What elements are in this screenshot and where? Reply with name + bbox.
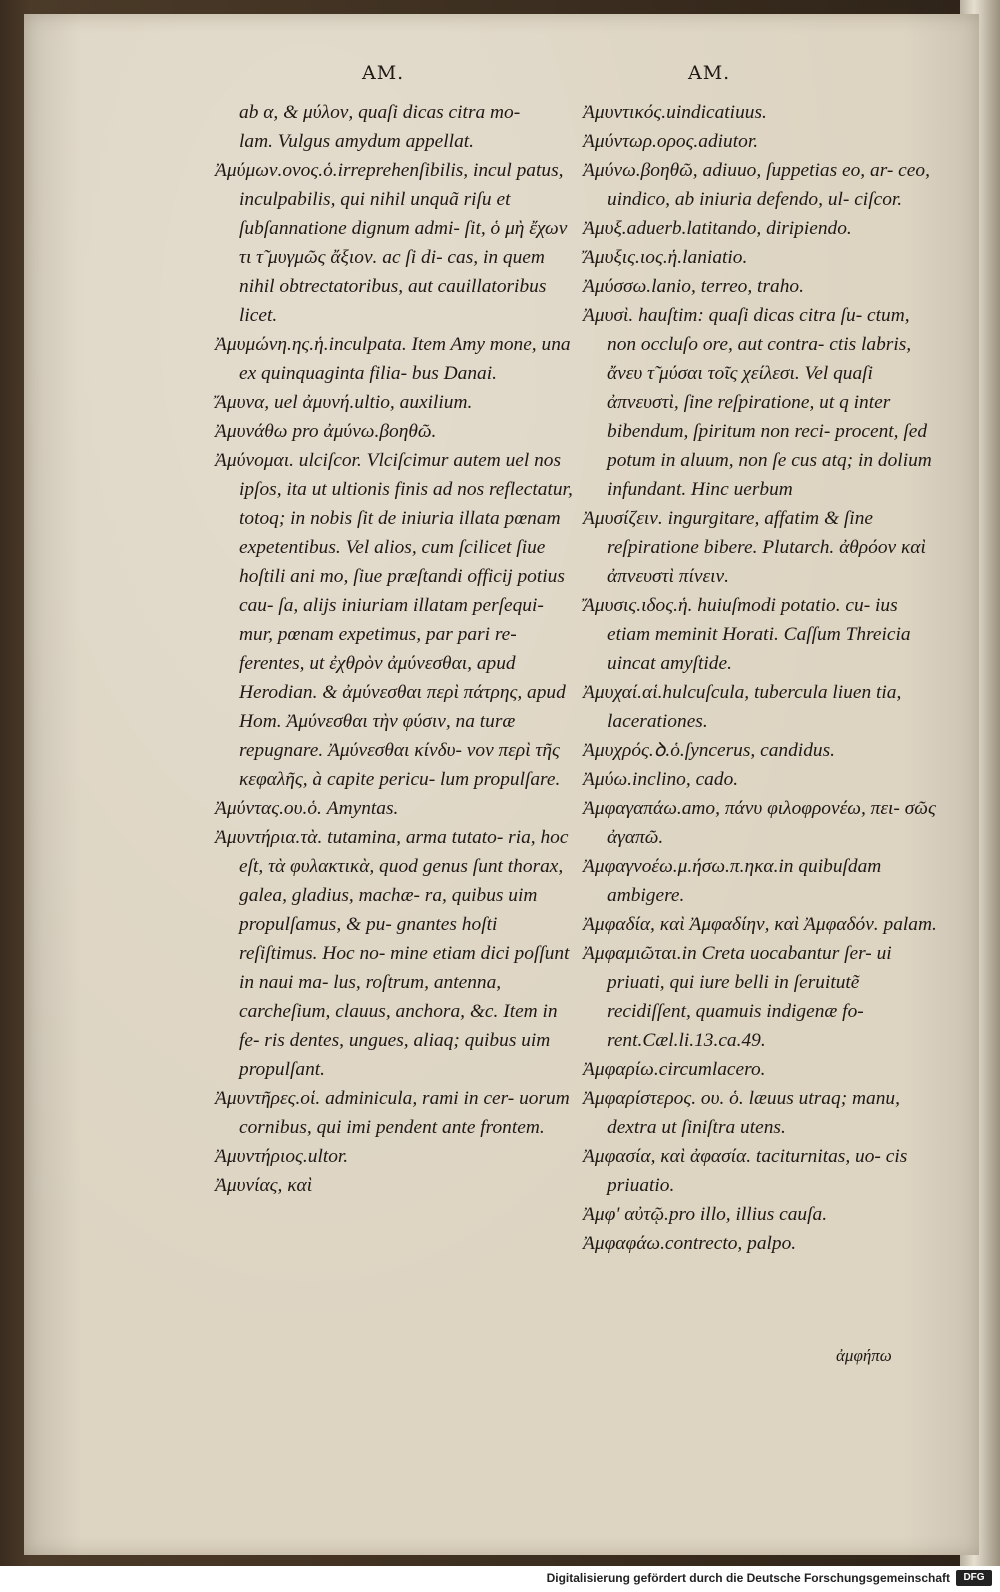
dictionary-entry: Ἀμύνω.βοηθῶ, adiuuo, ſuppetias eo, ar- ceo, uindico, ab iniuria defendo, ul- ciſcor. — [583, 160, 930, 210]
dictionary-entry: Ἀμυξ.aduerb.latitando, diripiendo. — [583, 218, 852, 239]
footer-credit: Digitalisierung gefördert durch die Deutsche Forschungsgemeinschaft — [546, 1571, 950, 1585]
dictionary-entry: Ἀμφαρίστερος. ου. ὁ. læuus utraq; manu, dextra ut ſiniſtra utens. — [583, 1088, 900, 1138]
dictionary-entry: Ἀμφαμιῶται.in Creta uocabantur ſer- ui priuati, qui iure belli in ſeruitutẽ recidiſſent, quamuis indigenæ fo- rent.Cæl.li.13.ca.49. — [583, 943, 892, 1051]
dictionary-entry: Ἀμυχρός.ꝺ.ὁ.ſyncerus, candidus. — [583, 740, 835, 761]
dictionary-entry: Ἀμυντικός.uindicatiuus. — [583, 102, 767, 123]
dictionary-entry: Ἀμφαδία, καὶ Ἀμφαδίην, καὶ Ἀμφαδόν. palam. — [583, 914, 937, 935]
dictionary-entry: Ἀμφ' αὐτῷ.pro illo, illius cauſa. — [583, 1204, 828, 1225]
dictionary-entry: Ἀμυσὶ. hauſtim: quaſi dicas citra ſu- ctum, non occluſo ore, aut contra- ctis labris, ἄνευ τ̃ μύσαι τοῖς χείλεσι. Vel quaſi ἀπνευστὶ, ſine reſpiratione, ut q inter bibendum, ſpiritum non reci- procent, ſed potum in aluum, non ſe cus atq; in dolium infundant. Hinc uerbum — [583, 305, 932, 500]
running-head-right: AM. — [688, 62, 731, 84]
dictionary-entry: Ἀμύσσω.lanio, terreo, traho. — [583, 276, 804, 297]
left-column — [215, 98, 575, 1200]
dictionary-entry: Ἀμύνομαι. ulciſcor. Vlciſcimur autem uel nos ipſos, ita ut ultionis finis ad nos reflectatur, totoq; in nobis ſit de iniuria illata pœnam expetentibus. Vel alios, cum ſcilicet ſiue hoſtili ani mo, ſiue præſtandi officij potius cau- ſa, alijs iniuriam illatam perſequi- mur, pœnam expetimus, par pari re- ferentes, ut ἐχθρὸν ἀμύνεσθαι, apud Herodian. & ἀμύνεσθαι περὶ πάτρης, apud Hom. Ἀμύνεσθαι τὴν φύσιν, na turæ repugnare. Ἀμύνεσθαι κίνδυ- νον περὶ τῆς κεφαλῆς, à capite pericu- lum propulſare. — [215, 450, 573, 790]
dictionary-entry: Ἀμυντήριος.ultor. — [215, 1146, 349, 1167]
dictionary-entry: lam. Vulgus amydum appellat. — [239, 131, 474, 152]
dictionary-entry: Ἄμυνα, uel ἀμυνή.ultio, auxilium. — [215, 392, 473, 413]
footer-bar — [0, 1566, 1000, 1592]
dictionary-entry: Ἀμύω.inclino, cado. — [583, 769, 739, 790]
dictionary-entry: Ἀμύντωρ.ορος.adiutor. — [583, 131, 759, 152]
right-column — [583, 98, 938, 1258]
dictionary-entry: Ἀμύντας.ου.ὁ. Amyntas. — [215, 798, 399, 819]
dictionary-entry: Ἀμφασία, καὶ ἀφασία. taciturnitas, uo- cis priuatio. — [583, 1146, 908, 1196]
dictionary-entry: ab α, & μύλον, quaſi dicas citra mo- — [239, 102, 521, 123]
dfg-logo: DFG — [956, 1570, 992, 1586]
dictionary-entry: Ἀμυντῆρες.οἱ. adminicula, rami in cer- uorum cornibus, qui imi pendent ante frontem. — [215, 1088, 570, 1138]
running-head-left: AM. — [362, 62, 405, 84]
dictionary-entry: Ἄμυσις.ιδος.ἡ. huiuſmodi potatio. cu- ius etiam meminit Horati. Caſſum Threicia uincat amyſtide. — [583, 595, 911, 674]
dictionary-entry: Ἄμυξις.ιος.ἡ.laniatio. — [583, 247, 748, 268]
dictionary-entry: Ἀμφαφάω.contrecto, palpo. — [583, 1233, 797, 1254]
dictionary-entry: Ἀμυντήρια.τὰ. tutamina, arma tutato- ria, hoc eſt, τὰ φυλακτικὰ, quod genus ſunt thorax, galea, gladius, machæ- ra, quibus uim propulſamus, & pu- gnantes hoſti reſiſtimus. Hoc no- mine etiam dici poſſunt in naui ma- lus, roſtrum, antenna, carcheſium, clauus, anchora, &c. Item in fe- ris dentes, ungues, aliaq; quibus uim propulſant. — [215, 827, 570, 1080]
catchword: ἀμφήπω — [836, 1346, 892, 1365]
dictionary-entry: Ἀμφαγαπάω.amo, πάνυ φιλοφρονέω, πει- σῶς ἀγαπῶ. — [583, 798, 936, 848]
dictionary-entry: Ἀμυσίζειν. ingurgitare, affatim & ſine reſpiratione bibere. Plutarch. ἀθρόον καὶ ἀπνευστὶ πίνειν. — [583, 508, 926, 587]
dictionary-entry: Ἀμυνάθω pro ἀμύνω.βοηθῶ. — [215, 421, 437, 442]
dictionary-entry: Ἀμυμώνη.ης.ἡ.inculpata. Item Amy mone, una ex quinquaginta filia- bus Danai. — [215, 334, 571, 384]
dictionary-entry: Ἀμύμων.ονος.ὁ.irreprehenſibilis, incul patus, inculpabilis, qui nihil unquã riſu et ſubſannatione dignum admi- ſit, ὁ μὴ ἔχων τι τ̃ μυγμῶς ἄξιον. ac ſi di- cas, in quem nihil obtrectatoribus, aut cauillatoribus licet. — [215, 160, 568, 326]
dictionary-entry: Ἀμυχαί.αἱ.hulcuſcula, tubercula liuen tia, lacerationes. — [583, 682, 902, 732]
dictionary-entry: Ἀμυνίας, καὶ — [215, 1175, 313, 1196]
dictionary-entry: Ἀμφαγνοέω.μ.ήσω.π.ηκα.in quibuſdam ambigere. — [583, 856, 882, 906]
dictionary-entry: Ἀμφαρίω.circumlacero. — [583, 1059, 766, 1080]
